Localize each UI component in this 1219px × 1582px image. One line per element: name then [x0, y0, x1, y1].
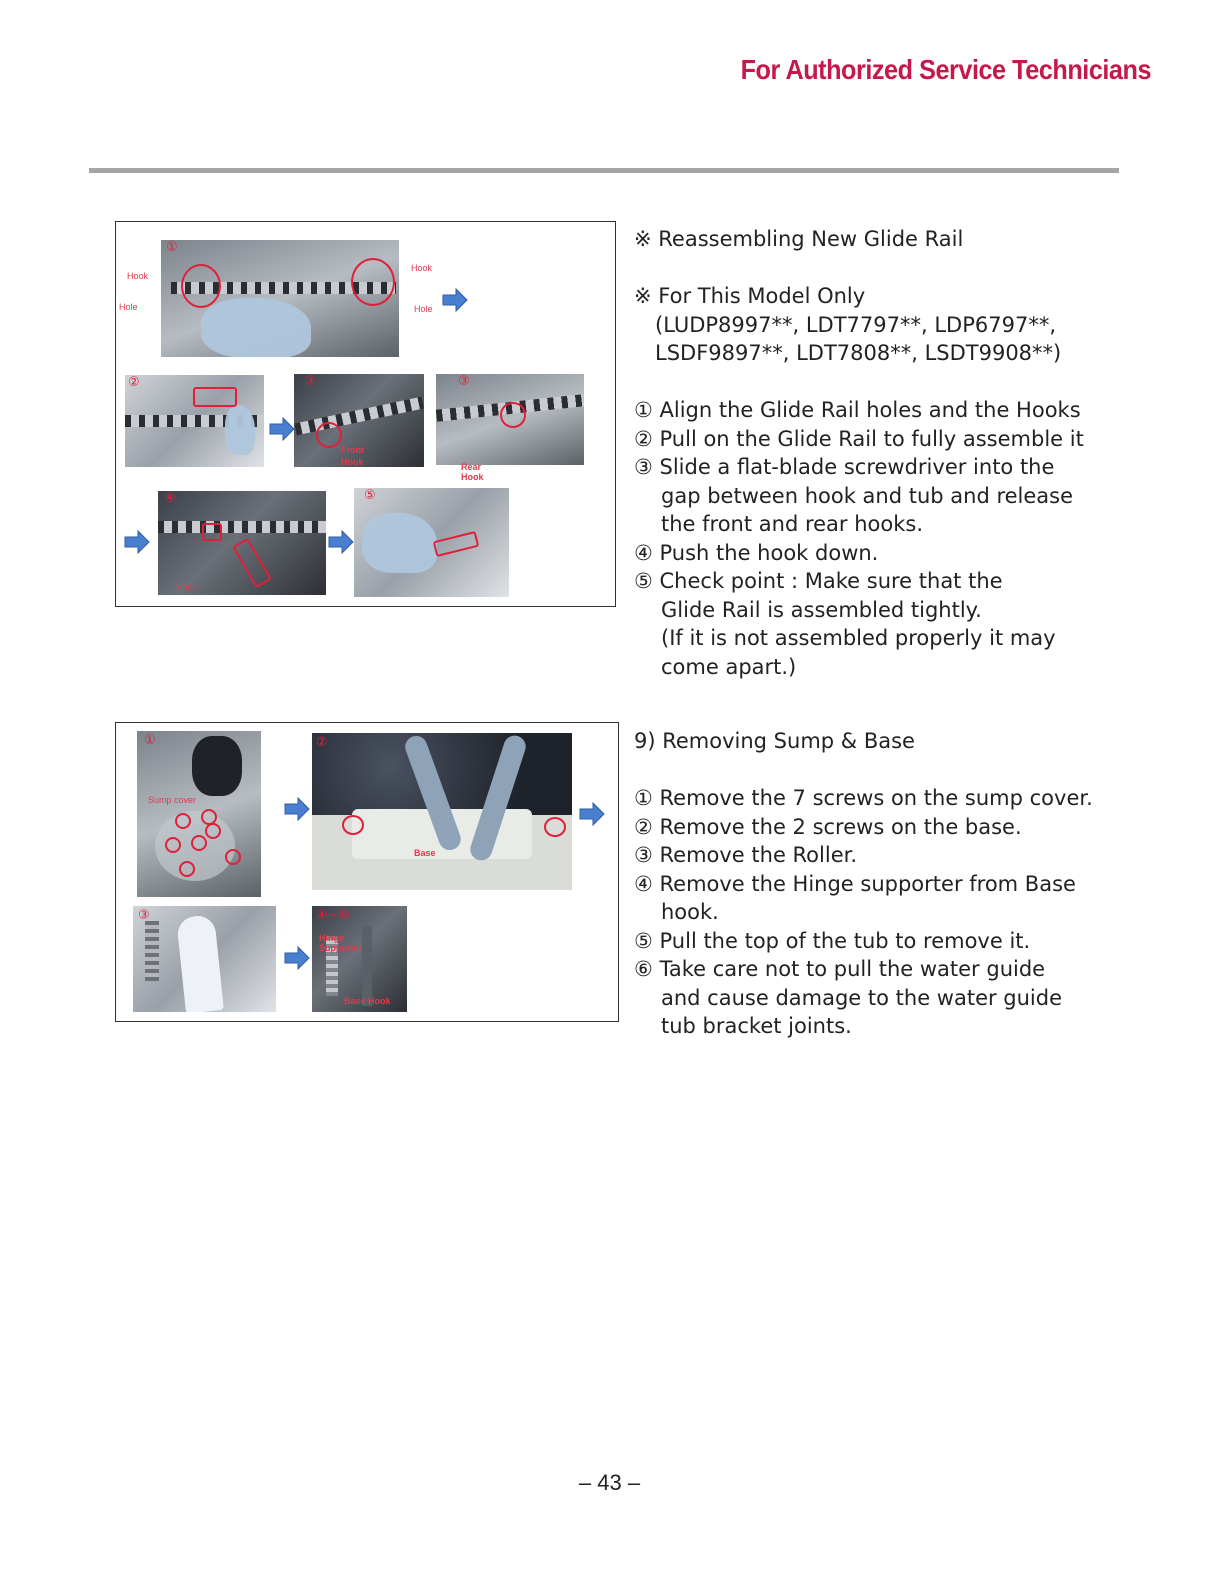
- step-text: ⑥ Take care not to pull the water guide: [634, 957, 1046, 981]
- header-title: For Authorized Service Technicians: [740, 54, 1151, 85]
- step-number-4: ④: [164, 491, 176, 506]
- step-number-2: ②: [316, 735, 328, 750]
- step-number-2: ②: [128, 375, 140, 390]
- section-title: ※ Reassembling New Glide Rail: [634, 227, 964, 251]
- sump-base-instructions: [634, 727, 1104, 1041]
- step-text: ④ Push the hook down.: [634, 540, 879, 565]
- step-number-3-rear: ③: [458, 374, 470, 389]
- step-text: ② Pull on the Glide Rail to fully assemble it: [634, 426, 1084, 451]
- label-base-hook: Base Hook: [344, 996, 391, 1006]
- step-text: ③ Slide a flat-blade screwdriver into the: [634, 455, 1055, 479]
- label-base: Base: [414, 848, 436, 858]
- step-text: (If it is not assembled properly it may: [661, 626, 1056, 650]
- model-list: (LUDP8997**, LDT7797**, LDP6797**,: [655, 312, 1056, 337]
- model-list: LSDF9897**, LDT7808**, LSDT9908**): [655, 341, 1062, 365]
- section-title: 9) Removing Sump & Base: [634, 729, 915, 753]
- step-number-1: ①: [144, 733, 156, 748]
- photo-step-4: [158, 491, 326, 595]
- step-text: hook.: [661, 900, 719, 924]
- label-hinge-supporter: Hinge Supporter: [319, 933, 363, 953]
- step-text: the front and rear hooks.: [661, 512, 924, 536]
- step-text: ③ Remove the Roller.: [634, 843, 858, 867]
- glide-rail-instructions: [634, 225, 1104, 681]
- photo-step-5: [354, 488, 509, 597]
- header-divider: [89, 168, 1119, 173]
- step-text: and cause damage to the water guide: [661, 985, 1063, 1010]
- step-text: ① Remove the 7 screws on the sump cover.: [634, 786, 1093, 810]
- label-hole-right: Hole: [414, 304, 433, 314]
- step-text: ① Align the Glide Rail holes and the Hooks: [634, 398, 1081, 422]
- step-text: ⑤ Check point : Make sure that the: [634, 569, 1003, 593]
- step-number-3: ③: [138, 908, 150, 923]
- label-hook-left: Hook: [127, 271, 149, 281]
- photo-base: [312, 733, 572, 890]
- step-text: ② Remove the 2 screws on the base.: [634, 814, 1022, 839]
- label-hole-left: Hole: [119, 302, 138, 312]
- label-hook-right: Hook: [411, 263, 433, 273]
- arrow-right-icon: [124, 530, 150, 554]
- step-text: come apart.): [661, 654, 797, 679]
- sump-base-figure: [115, 722, 619, 1022]
- label-hook-bottom: Hook: [176, 582, 198, 592]
- step-number-1: ①: [166, 240, 178, 255]
- step-number-5: ⑤: [364, 488, 376, 503]
- photo-step-2: [125, 375, 264, 467]
- arrow-right-icon: [328, 530, 354, 554]
- arrow-right-icon: [579, 802, 605, 826]
- step-text: Glide Rail is assembled tightly.: [661, 597, 982, 622]
- photo-sump-cover: [137, 731, 261, 897]
- glide-rail-figure: [115, 221, 616, 607]
- model-note: ※ For This Model Only: [634, 284, 866, 308]
- label-sump-cover: Sump cover: [148, 795, 197, 805]
- arrow-right-icon: [284, 797, 310, 821]
- label-rear-hook: Rear Hook: [461, 462, 484, 482]
- step-text: ④ Remove the Hinge supporter from Base: [634, 871, 1076, 896]
- photo-roller: [133, 906, 276, 1012]
- step-number-3: ③: [304, 374, 316, 389]
- step-number-4-6: ④~⑥: [316, 908, 351, 923]
- step-text: gap between hook and tub and release: [661, 483, 1074, 508]
- arrow-right-icon: [442, 288, 468, 312]
- arrow-right-icon: [284, 946, 310, 970]
- label-front-hook: Front Hook: [341, 445, 364, 467]
- photo-step-1: [161, 240, 399, 357]
- arrow-right-icon: [269, 417, 295, 441]
- step-text: tub bracket joints.: [661, 1014, 852, 1038]
- page-number: – 43 –: [578, 1470, 641, 1495]
- step-text: ⑤ Pull the top of the tub to remove it.: [634, 928, 1031, 953]
